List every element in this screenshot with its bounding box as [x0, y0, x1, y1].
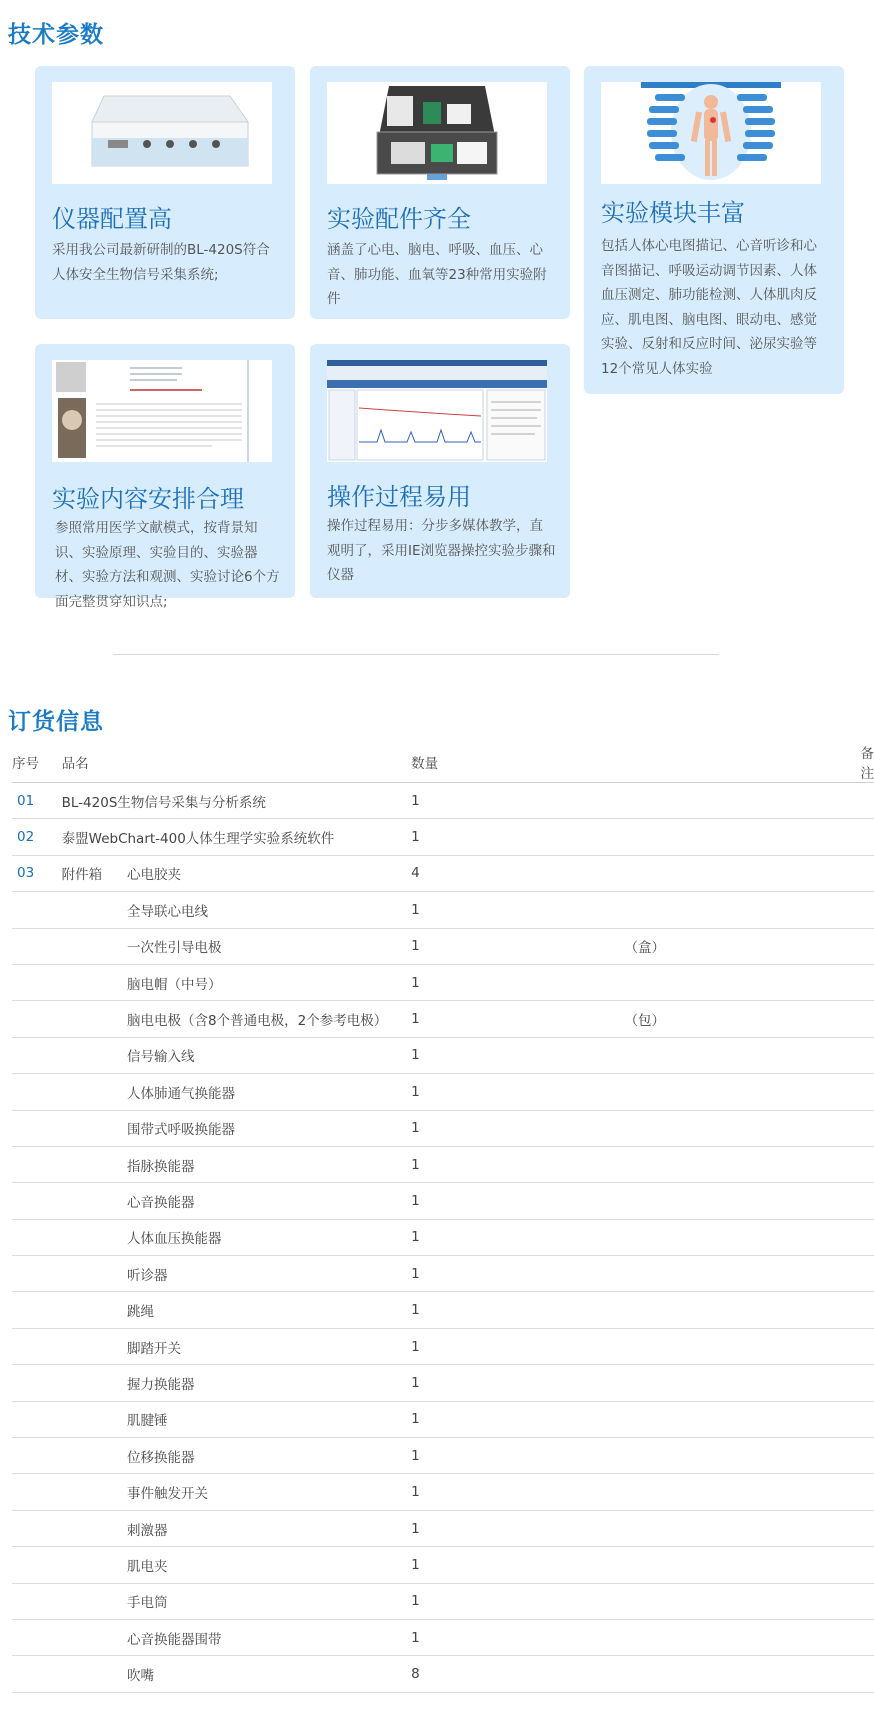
row-name: 肌腱锤: [127, 1401, 403, 1437]
row-name: 心音换能器围带: [127, 1619, 403, 1655]
row-qty: 1: [403, 1510, 624, 1546]
row-name: 人体血压换能器: [127, 1219, 403, 1255]
header-name: 品名: [62, 742, 127, 783]
card-title: 实验内容安排合理: [52, 485, 244, 513]
row-name: 一次性引导电极: [127, 928, 403, 964]
row-note: [625, 1401, 874, 1437]
row-seq: [12, 1365, 62, 1401]
row-group: [62, 1146, 127, 1182]
row-qty: 1: [403, 892, 624, 928]
table-row: [12, 892, 874, 928]
row-note: [625, 783, 874, 819]
row-name: 肌电夹: [127, 1547, 403, 1583]
card-description: 操作过程易用：分步多媒体教学，直观明了，采用IE浏览器操控实验步骤和仪器: [327, 518, 556, 583]
row-name: 心电胶夹: [127, 855, 403, 891]
row-note: [625, 1037, 874, 1073]
row-group: 附件箱: [62, 855, 127, 891]
row-note: [625, 1074, 874, 1110]
row-note: [625, 1619, 874, 1655]
feature-card-content: [35, 344, 295, 610]
row-qty: 1: [403, 1001, 624, 1037]
row-name: 围带式呼吸换能器: [127, 1110, 403, 1146]
row-qty: 1: [403, 1474, 624, 1510]
table-row: [12, 1619, 874, 1655]
feature-card-operation: [310, 344, 570, 598]
row-note: （包）: [625, 1001, 874, 1037]
row-name: 位移换能器: [127, 1438, 403, 1474]
row-name: 指脉换能器: [127, 1146, 403, 1182]
card-description: 涵盖了心电、脑电、呼吸、血压、心音、肺功能、血氧等23种常用实验附件: [327, 242, 547, 307]
order-table-header: [12, 742, 874, 783]
row-name: 脑电帽（中号）: [127, 964, 403, 1000]
order-section-title: 订货信息: [8, 708, 104, 734]
table-row: [12, 1001, 874, 1037]
row-name: 泰盟WebChart-400人体生理学实验系统软件: [62, 819, 403, 855]
table-row: [12, 1656, 874, 1692]
row-qty: 4: [403, 855, 624, 891]
row-seq: 03: [12, 855, 62, 891]
table-row: [12, 819, 874, 855]
row-qty: 1: [403, 1292, 624, 1328]
feature-card-accessories: [310, 66, 570, 319]
row-name: 握力换能器: [127, 1365, 403, 1401]
row-qty: 1: [403, 1037, 624, 1073]
row-qty: 8: [403, 1656, 624, 1692]
header-note: 备注: [625, 742, 874, 783]
row-qty: 1: [403, 1438, 624, 1474]
row-seq: 02: [12, 819, 62, 855]
row-qty: 1: [403, 964, 624, 1000]
row-seq: [12, 1401, 62, 1437]
row-seq: [12, 1292, 62, 1328]
row-note: [625, 1328, 874, 1364]
section-divider: [113, 654, 719, 655]
row-note: [625, 819, 874, 855]
row-qty: 1: [403, 1110, 624, 1146]
row-qty: 1: [403, 1146, 624, 1182]
table-row: [12, 783, 874, 819]
row-seq: [12, 1328, 62, 1364]
row-group: [62, 1292, 127, 1328]
row-seq: [12, 1001, 62, 1037]
table-row: [12, 1110, 874, 1146]
table-row: [12, 855, 874, 891]
row-qty: 1: [403, 819, 624, 855]
table-row: [12, 1474, 874, 1510]
row-note: [625, 1510, 874, 1546]
row-qty: 1: [403, 1365, 624, 1401]
row-qty: 1: [403, 1583, 624, 1619]
row-note: [625, 1438, 874, 1474]
row-group: [62, 892, 127, 928]
table-row: [12, 1183, 874, 1219]
row-group: [62, 1037, 127, 1073]
row-seq: [12, 1256, 62, 1292]
row-group: [62, 1183, 127, 1219]
table-row: [12, 1146, 874, 1182]
row-name: 脑电电极（含8个普通电极，2个参考电极）: [127, 1001, 403, 1037]
row-name: 手电筒: [127, 1583, 403, 1619]
row-name: 刺激器: [127, 1510, 403, 1546]
table-row: [12, 1510, 874, 1546]
row-group: [62, 1219, 127, 1255]
row-seq: [12, 1510, 62, 1546]
row-seq: [12, 964, 62, 1000]
card-description: 包括人体心电图描记、心音听诊和心音图描记、呼吸运动调节因素、人体血压测定、肺功能检测、人体肌肉反应、肌电图、脑电图、眼动电、感觉实验、反射和反应时间、泌尿实验等12个常见人体实验: [601, 238, 817, 377]
accessory-case-image: [327, 82, 547, 184]
device-image: [52, 82, 272, 184]
row-qty: 1: [403, 1219, 624, 1255]
software-screenshot-image: [327, 360, 547, 462]
header-qty: 数量: [403, 742, 624, 783]
row-group: [62, 1619, 127, 1655]
row-note: [625, 1292, 874, 1328]
row-note: （盒）: [625, 928, 874, 964]
row-note: [625, 1146, 874, 1182]
row-qty: 1: [403, 1183, 624, 1219]
row-qty: 1: [403, 1619, 624, 1655]
row-note: [625, 964, 874, 1000]
row-seq: [12, 1547, 62, 1583]
row-seq: [12, 1074, 62, 1110]
row-note: [625, 1656, 874, 1692]
table-row: [12, 928, 874, 964]
table-row: [12, 1037, 874, 1073]
row-note: [625, 1183, 874, 1219]
row-qty: 1: [403, 1328, 624, 1364]
card-title: 实验模块丰富: [601, 199, 745, 227]
row-seq: [12, 1183, 62, 1219]
row-seq: [12, 928, 62, 964]
row-qty: 1: [403, 1256, 624, 1292]
row-seq: 01: [12, 783, 62, 819]
row-seq: [12, 1219, 62, 1255]
document-page-image: [52, 360, 272, 462]
row-group: [62, 1547, 127, 1583]
row-name: 听诊器: [127, 1256, 403, 1292]
row-group: [62, 1583, 127, 1619]
card-title: 实验配件齐全: [327, 205, 471, 233]
row-note: [625, 1256, 874, 1292]
row-group: [62, 1256, 127, 1292]
order-table: [12, 742, 874, 1693]
tech-section-title: 技术参数: [8, 21, 104, 47]
row-seq: [12, 1583, 62, 1619]
row-note: [625, 892, 874, 928]
row-note: [625, 1219, 874, 1255]
table-row: [12, 1438, 874, 1474]
header-seq: 序号: [12, 742, 62, 783]
row-group: [62, 928, 127, 964]
row-qty: 1: [403, 1401, 624, 1437]
table-row: [12, 1328, 874, 1364]
table-row: [12, 1074, 874, 1110]
row-note: [625, 1365, 874, 1401]
row-group: [62, 1001, 127, 1037]
row-group: [62, 1328, 127, 1364]
row-note: [625, 1583, 874, 1619]
row-seq: [12, 1146, 62, 1182]
row-seq: [12, 892, 62, 928]
table-row: [12, 1219, 874, 1255]
table-row: [12, 1401, 874, 1437]
row-qty: 1: [403, 1074, 624, 1110]
row-name: 信号输入线: [127, 1037, 403, 1073]
row-group: [62, 1074, 127, 1110]
row-name: 人体肺通气换能器: [127, 1074, 403, 1110]
table-row: [12, 1583, 874, 1619]
row-name: 心音换能器: [127, 1183, 403, 1219]
row-note: [625, 1474, 874, 1510]
row-group: [62, 1656, 127, 1692]
row-qty: 1: [403, 1547, 624, 1583]
feature-card-device: [35, 66, 295, 319]
row-seq: [12, 1619, 62, 1655]
row-group: [62, 1510, 127, 1546]
table-row: [12, 1256, 874, 1292]
row-group: [62, 1365, 127, 1401]
row-note: [625, 855, 874, 891]
card-title: 操作过程易用: [327, 483, 471, 511]
row-qty: 1: [403, 928, 624, 964]
card-description: 采用我公司最新研制的BL-420S符合人体安全生物信号采集系统;: [52, 242, 270, 283]
row-note: [625, 1110, 874, 1146]
row-note: [625, 1547, 874, 1583]
row-group: [62, 1110, 127, 1146]
row-name: BL-420S生物信号采集与分析系统: [62, 783, 403, 819]
table-row: [12, 1365, 874, 1401]
row-seq: [12, 1037, 62, 1073]
row-group: [62, 964, 127, 1000]
row-name: 全导联心电线: [127, 892, 403, 928]
table-row: [12, 1292, 874, 1328]
row-group: [62, 1438, 127, 1474]
row-name: 事件触发开关: [127, 1474, 403, 1510]
card-title: 仪器配置高: [52, 205, 172, 233]
table-row: [12, 1547, 874, 1583]
row-name: 吹嘴: [127, 1656, 403, 1692]
table-row: [12, 964, 874, 1000]
feature-card-modules: [584, 66, 844, 394]
row-name: 跳绳: [127, 1292, 403, 1328]
row-seq: [12, 1110, 62, 1146]
row-name: 脚踏开关: [127, 1328, 403, 1364]
row-seq: [12, 1438, 62, 1474]
row-seq: [12, 1656, 62, 1692]
card-description: 参照常用医学文献模式，按背景知识、实验原理、实验目的、实验器材、实验方法和观测、实验讨论6个方面完整贯穿知识点;: [55, 520, 280, 610]
row-seq: [12, 1474, 62, 1510]
human-body-module-image: [601, 82, 821, 184]
row-qty: 1: [403, 783, 624, 819]
row-group: [62, 1401, 127, 1437]
row-group: [62, 1474, 127, 1510]
